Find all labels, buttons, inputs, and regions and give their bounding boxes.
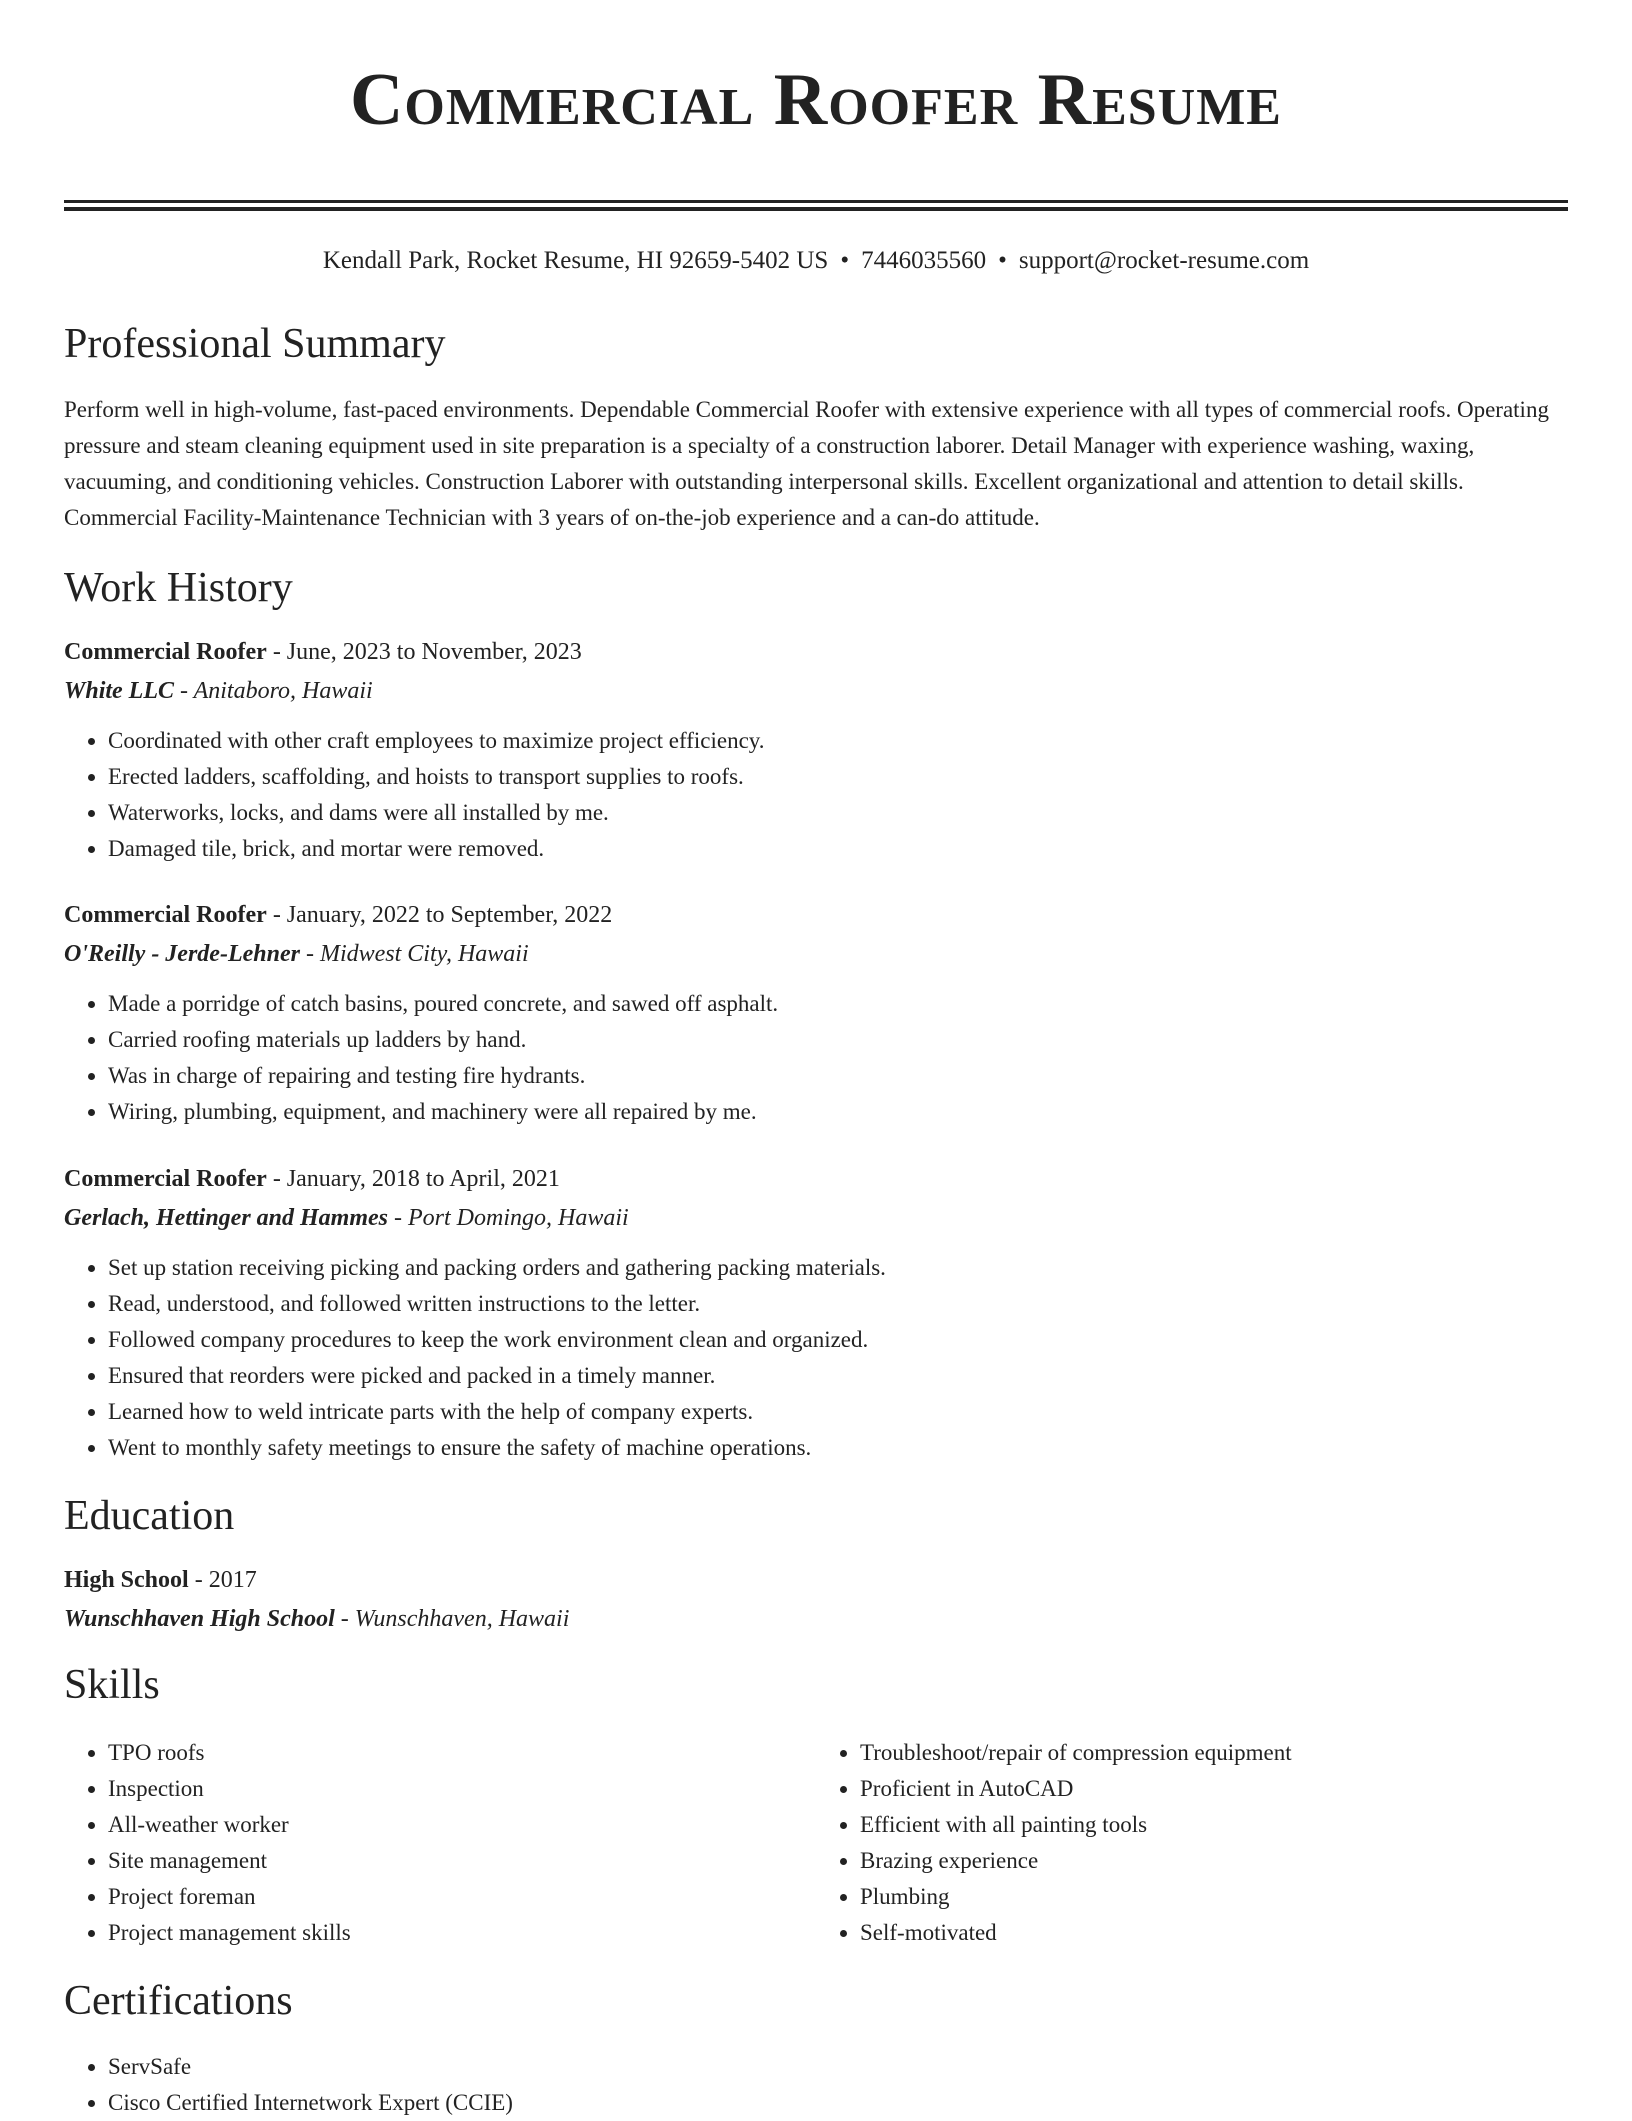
resume-title: Commercial Roofer Resume	[349, 59, 1282, 141]
job-title: Commercial Roofer	[64, 639, 267, 665]
job-title-line	[64, 634, 1568, 670]
education-year: - 2017	[188, 1567, 257, 1593]
job-title-line	[64, 1161, 1568, 1197]
certification-item: • Cisco Certified Internetwork Expert (CCIE)	[108, 2085, 1568, 2121]
job-bullet: • Went to monthly safety meetings to ensure the safety of machine operations.	[108, 1430, 1568, 1466]
job-bullet: • Damaged tile, brick, and mortar were removed.	[108, 831, 1568, 867]
job-bullets	[64, 986, 1568, 1130]
certification-item: • ServSafe	[108, 2049, 1568, 2085]
job-bullet: • Ensured that reorders were picked and packed in a timely manner.	[108, 1358, 1568, 1394]
job-location: - Port Domingo, Hawaii	[388, 1205, 629, 1231]
job-bullet: • Made a porridge of catch basins, poured concrete, and sawed off asphalt.	[108, 986, 1568, 1022]
job-bullet: • Was in charge of repairing and testing fire hydrants.	[108, 1058, 1568, 1094]
job-bullet: • Followed company procedures to keep the work environment clean and organized.	[108, 1322, 1568, 1358]
education-location: - Wunschhaven, Hawaii	[334, 1606, 570, 1632]
summary-text: Perform well in high-volume, fast-paced environments. Dependable Commercial Roofer with extensive experience with all types of commercial roofs. Operating pressure and steam cleaning equipment used in site preparation is a specialty of a construction laborer. Detail Manager with experience washing, waxing, vacuuming, and conditioning vehicles. Construction Laborer with outstanding interpersonal skills. Excellent organizational and attention to detail skills. Commercial Facility-Maintenance Technician with 3 years of on-the-job experience and a can-do attitude.	[64, 397, 1549, 530]
education-school-line	[64, 1601, 1568, 1637]
job-bullet: • Coordinated with other craft employees to maximize project efficiency.	[108, 723, 1568, 759]
job-title: Commercial Roofer	[64, 1166, 267, 1192]
job-dates: - June, 2023 to November, 2023	[266, 639, 582, 665]
contact-phone: 7446035560	[861, 247, 987, 274]
skill-item: • Self-motivated	[860, 1915, 1568, 1951]
job-location: - Midwest City, Hawaii	[299, 941, 529, 967]
job-dates: - January, 2018 to April, 2021	[266, 1166, 560, 1192]
contact-separator: •	[998, 247, 1007, 274]
education-entry	[64, 1562, 1568, 1637]
job-title-line	[64, 897, 1568, 933]
summary-heading: Professional Summary	[64, 321, 446, 367]
skills-heading: Skills	[64, 1662, 160, 1708]
skill-item: • Efficient with all painting tools	[860, 1807, 1568, 1843]
skill-item: • Plumbing	[860, 1879, 1568, 1915]
skills-right-list	[816, 1735, 1568, 1951]
title-divider	[64, 200, 1568, 211]
job-entry	[64, 1161, 1568, 1466]
contact-address: Kendall Park, Rocket Resume, HI 92659-5402 US	[322, 247, 829, 274]
skill-item: • Project foreman	[108, 1879, 816, 1915]
education-school: Wunschhaven High School	[64, 1606, 335, 1632]
job-bullet: • Waterworks, locks, and dams were all installed by me.	[108, 795, 1568, 831]
skills-columns	[64, 1735, 1568, 1951]
job-company: White LLC	[64, 678, 175, 704]
job-bullet: • Carried roofing materials up ladders by hand.	[108, 1022, 1568, 1058]
job-bullet: • Erected ladders, scaffolding, and hoists to transport supplies to roofs.	[108, 759, 1568, 795]
job-company-line	[64, 673, 1568, 709]
contact-separator: •	[840, 247, 850, 274]
job-company-line	[64, 936, 1568, 972]
skill-item: • All-weather worker	[108, 1807, 816, 1843]
education-degree-line	[64, 1562, 1568, 1598]
job-bullet: • Read, understood, and followed written instructions to the letter.	[108, 1286, 1568, 1322]
skill-item: • Inspection	[108, 1771, 816, 1807]
job-location: - Anitaboro, Hawaii	[174, 678, 373, 704]
skill-item: • Proficient in AutoCAD	[860, 1771, 1568, 1807]
job-title: Commercial Roofer	[64, 902, 267, 928]
education-degree: High School	[64, 1567, 189, 1593]
skill-item: • Brazing experience	[860, 1843, 1568, 1879]
job-bullet: • Wiring, plumbing, equipment, and machinery were all repaired by me.	[108, 1094, 1568, 1130]
job-company: Gerlach, Hettinger and Hammes	[64, 1205, 388, 1231]
skill-item: • Project management skills	[108, 1915, 816, 1951]
education-heading: Education	[64, 1493, 235, 1539]
certifications-heading: Certifications	[64, 1978, 293, 2024]
job-bullet: • Set up station receiving picking and packing orders and gathering packing materials.	[108, 1250, 1568, 1286]
job-bullets	[64, 723, 1568, 867]
job-entry	[64, 634, 1568, 867]
work-history-heading: Work History	[64, 565, 293, 611]
resume-page	[64, 0, 1568, 2121]
contact-line	[64, 244, 1568, 278]
certifications-list	[64, 2049, 1568, 2121]
job-entry	[64, 897, 1568, 1130]
skill-item: • Site management	[108, 1843, 816, 1879]
job-bullets	[64, 1250, 1568, 1466]
skill-item: • TPO roofs	[108, 1735, 816, 1771]
job-company-line	[64, 1200, 1568, 1236]
skill-item: • Troubleshoot/repair of compression equipment	[860, 1735, 1568, 1771]
skills-left-list	[64, 1735, 816, 1951]
job-company: O'Reilly - Jerde-Lehner	[64, 941, 300, 967]
contact-email: support@rocket-resume.com	[1018, 247, 1310, 274]
job-bullet: • Learned how to weld intricate parts with the help of company experts.	[108, 1394, 1568, 1430]
job-dates: - January, 2022 to September, 2022	[266, 902, 613, 928]
